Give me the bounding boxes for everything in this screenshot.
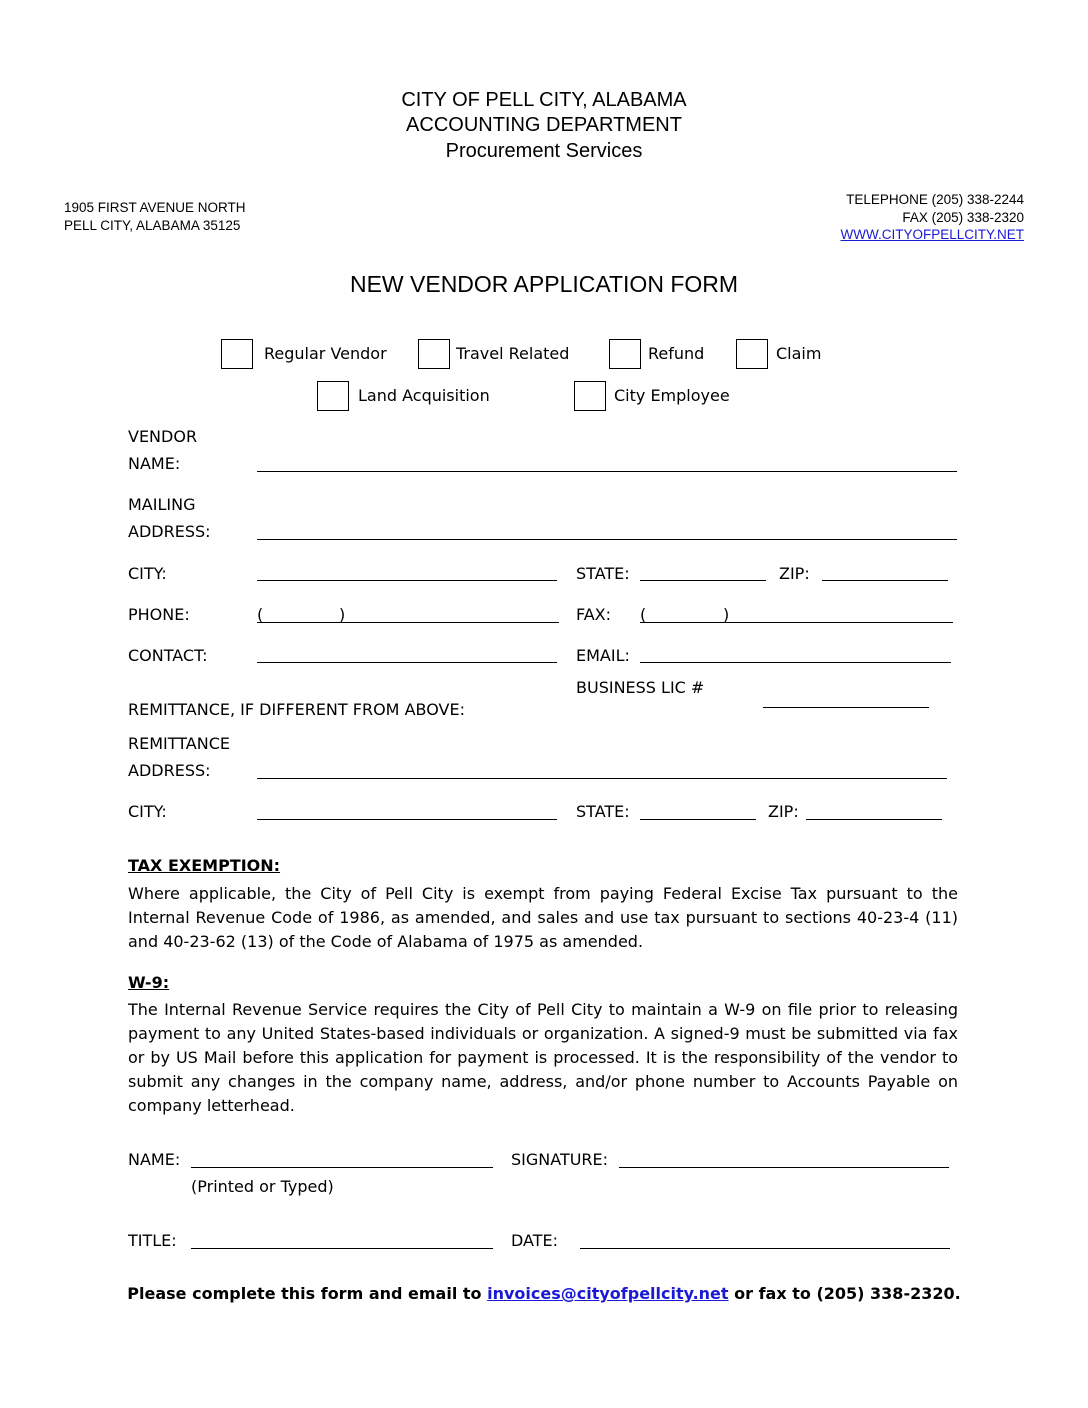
printed-name-field[interactable] bbox=[191, 1167, 493, 1168]
remit-state-label: STATE: bbox=[576, 802, 630, 821]
city-field[interactable] bbox=[257, 580, 557, 581]
fax-area-open: ( bbox=[640, 605, 647, 624]
state-field[interactable] bbox=[640, 580, 766, 581]
regular-vendor-checkbox[interactable] bbox=[221, 339, 253, 369]
zip-field[interactable] bbox=[822, 580, 948, 581]
date-field[interactable] bbox=[580, 1248, 950, 1249]
regular-vendor-label: Regular Vendor bbox=[264, 344, 387, 363]
phone-area-open: ( bbox=[257, 605, 264, 624]
vendor-name-field[interactable] bbox=[257, 471, 957, 472]
remittance-note: REMITTANCE, IF DIFFERENT FROM ABOVE: bbox=[128, 700, 465, 719]
form-title: NEW VENDOR APPLICATION FORM bbox=[349, 271, 739, 297]
city-employee-checkbox[interactable] bbox=[574, 381, 606, 411]
vendor-label-line2: NAME: bbox=[128, 454, 181, 473]
division-name: Procurement Services bbox=[445, 140, 643, 162]
remit-city-label: CITY: bbox=[128, 802, 167, 821]
date-label: DATE: bbox=[511, 1231, 559, 1250]
refund-checkbox[interactable] bbox=[609, 339, 641, 369]
phone-area-close: ) bbox=[339, 605, 346, 624]
land-acquisition-label: Land Acquisition bbox=[358, 386, 490, 405]
refund-label: Refund bbox=[648, 344, 705, 363]
business-license-field[interactable] bbox=[763, 707, 929, 708]
footer-prefix: Please complete this form and email to bbox=[127, 1284, 488, 1303]
footer-instructions bbox=[0, 1284, 1088, 1303]
fax-label: FAX: bbox=[576, 605, 612, 624]
title-field[interactable] bbox=[191, 1248, 493, 1249]
remittance-label-line2: ADDRESS: bbox=[128, 761, 211, 780]
mailing-label-line1: MAILING bbox=[128, 495, 196, 514]
travel-related-label: Travel Related bbox=[456, 344, 570, 363]
fax-area-close: ) bbox=[723, 605, 730, 624]
title-label: TITLE: bbox=[128, 1231, 177, 1250]
email-label: EMAIL: bbox=[576, 646, 630, 665]
w9-text: The Internal Revenue Service requires the City of Pell City to maintain a W-9 on file prior to releasing payment to any United States-based individuals or organization. A signed-9 must be submitted via fax or by US Mail before this application for payment is processed. It is the responsibility of the vendor to submit any changes in the company name, address, and/or phone number to Accounts Payable on company letterhead. bbox=[128, 1000, 958, 1115]
website-link[interactable]: WWW.CITYOFPELLCITY.NET bbox=[840, 227, 1024, 242]
phone-field[interactable] bbox=[257, 622, 559, 623]
tax-exemption-heading: TAX EXEMPTION: bbox=[128, 856, 281, 875]
phone-label: PHONE: bbox=[128, 605, 190, 624]
vendor-label-line1: VENDOR bbox=[128, 427, 198, 446]
zip-label: ZIP: bbox=[779, 564, 810, 583]
remittance-address-field[interactable] bbox=[257, 778, 947, 779]
land-acquisition-checkbox[interactable] bbox=[317, 381, 349, 411]
mailing-label-line2: ADDRESS: bbox=[128, 522, 211, 541]
remit-zip-label: ZIP: bbox=[768, 802, 799, 821]
state-label: STATE: bbox=[576, 564, 630, 583]
remit-city-field[interactable] bbox=[257, 819, 557, 820]
fax-number: FAX (205) 338-2320 bbox=[902, 210, 1024, 225]
invoices-email-link[interactable]: invoices@cityofpellcity.net bbox=[487, 1284, 729, 1303]
email-field[interactable] bbox=[640, 662, 951, 663]
claim-label: Claim bbox=[776, 344, 822, 363]
telephone: TELEPHONE (205) 338-2244 bbox=[846, 192, 1024, 207]
name-label: NAME: bbox=[128, 1150, 181, 1169]
fax-field[interactable] bbox=[640, 622, 953, 623]
address-line-2: PELL CITY, ALABAMA 35125 bbox=[64, 218, 241, 233]
department-name: ACCOUNTING DEPARTMENT bbox=[406, 114, 682, 136]
travel-related-checkbox[interactable] bbox=[418, 339, 450, 369]
printed-or-typed-note: (Printed or Typed) bbox=[191, 1177, 334, 1196]
org-name: CITY OF PELL CITY, ALABAMA bbox=[401, 89, 687, 111]
signature-field[interactable] bbox=[619, 1167, 949, 1168]
mailing-address-field[interactable] bbox=[257, 539, 957, 540]
city-label: CITY: bbox=[128, 564, 167, 583]
contact-field[interactable] bbox=[257, 662, 557, 663]
remit-state-field[interactable] bbox=[640, 819, 756, 820]
claim-checkbox[interactable] bbox=[736, 339, 768, 369]
footer-suffix: or fax to (205) 338-2320. bbox=[728, 1284, 961, 1303]
signature-label: SIGNATURE: bbox=[511, 1150, 609, 1169]
remittance-label-line1: REMITTANCE bbox=[128, 734, 230, 753]
contact-label: CONTACT: bbox=[128, 646, 208, 665]
remit-zip-field[interactable] bbox=[806, 819, 942, 820]
address-line-1: 1905 FIRST AVENUE NORTH bbox=[64, 200, 246, 215]
w9-heading: W-9: bbox=[128, 973, 170, 992]
city-employee-label: City Employee bbox=[614, 386, 730, 405]
business-license-label: BUSINESS LIC # bbox=[576, 678, 705, 697]
tax-exemption-text: Where applicable, the City of Pell City is exempt from paying Federal Excise Tax pursuant to the Internal Revenue Code of 1986, as amended, and sales and use tax pursuant to sections 40-23-4 (11) and 40-23-62 (13) of the Code of Alabama of 1975 as amended. bbox=[128, 884, 958, 951]
